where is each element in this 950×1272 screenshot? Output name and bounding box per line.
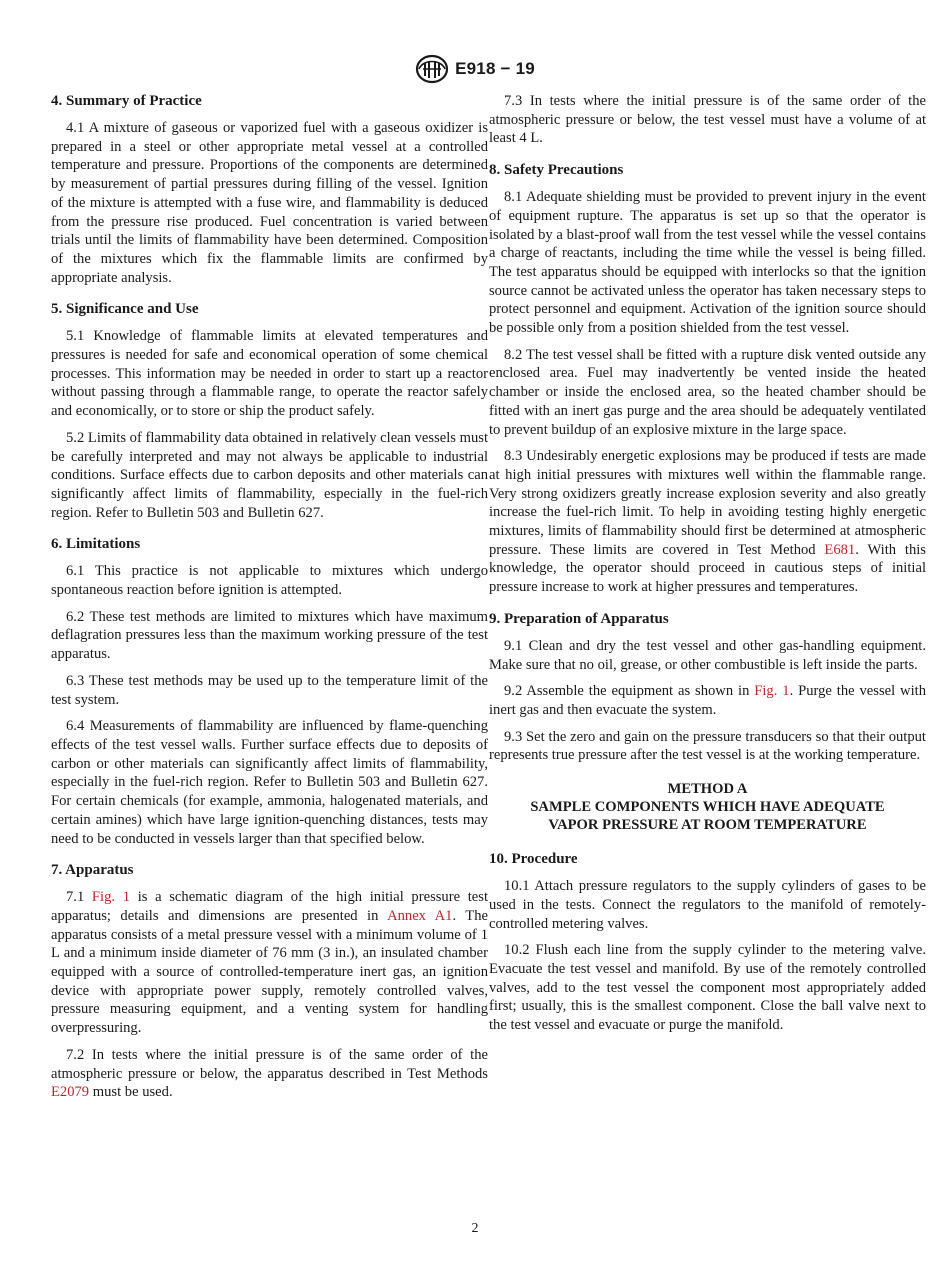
paragraph: 5.1 Knowledge of flammable limits at elevated temperatures and pressures is needed for safe and economical operation of some chemical processes. This information may be needed in order to start up a reactor without passing through a flammable range, to operate the reactor safely and economically, or to store or ship the product safely. <box>51 328 488 420</box>
paragraph: 4.1 A mixture of gaseous or vaporized fuel with a gaseous oxidizer is prepared in a steel or other appropriate metal vessel at a controlled temperature and pressure. Proportions of the components are determined by measurement of partial pressures during filling of the vessel. Ignition of the mixture is attempted with a fuse wire, and flammability is deduced from the pressure rise produced. Fuel concentration is varied between trials until the limits of flammability have been determined. Composition of the mixtures which fix the flammable limits are confirmed by appropriate analysis. <box>51 120 488 286</box>
paragraph: 10.2 Flush each line from the supply cylinder to the metering valve. Evacuate the test vessel and manifold. By use of the remotely controlled valves, add to the test vessel the component most appropriately added first; usually, this is the smallest component. Close the ball valve next to the test vessel and evacuate or purge the manifold. <box>489 942 926 1034</box>
paragraph <box>489 447 926 597</box>
section-5 <box>51 300 488 522</box>
section-6 <box>51 535 488 848</box>
fig-1-link[interactable]: Fig. 1 <box>91 889 131 906</box>
astm-logo-icon <box>415 54 449 84</box>
section-7 <box>51 861 488 1102</box>
paragraph: 5.2 Limits of flammability data obtained in relatively clean vessels must be carefully interpreted and may not always be applicable to industrial conditions. Surface effects due to carbon deposits and other materials can significantly affect limits of flammability, especially in the fuel-rich region. Refer to Bulletin 503 and Bulletin 627. <box>51 429 488 521</box>
section-title: 5. Significance and Use <box>51 301 199 318</box>
method-line: SAMPLE COMPONENTS WHICH HAVE ADEQUATE <box>530 799 885 816</box>
paragraph: 10.1 Attach pressure regulators to the supply cylinders of gases to be used in the tests. Connect the regulators to the manifold of remotely-controlled metering valves. <box>489 878 926 932</box>
section-8 <box>489 161 926 597</box>
method-heading <box>489 780 926 834</box>
section-title: 8. Safety Precautions <box>489 162 624 179</box>
section-9 <box>489 610 926 765</box>
page-header <box>0 54 950 84</box>
section-7-cont <box>489 92 926 148</box>
method-line: VAPOR PRESSURE AT ROOM TEMPERATURE <box>548 817 867 834</box>
fig-1-link[interactable]: Fig. 1 <box>754 683 790 700</box>
page-number: 2 <box>471 1221 479 1236</box>
annex-a1-link[interactable]: Annex A1 <box>387 907 453 924</box>
paragraph: 7.3 In tests where the initial pressure is of the same order of the atmospheric pressure or below, the test vessel must have a volume of at least 4 L. <box>489 93 926 147</box>
text: . The apparatus consists of a metal pressure vessel with a minimum volume of 1 L and a minimum inside diameter of 76 mm (3 in.), an insulated chamber equipped with a source of controlled-temperature inert gas, an ignition device with appropriate power supply, remotely controlled valves, pressure measuring equipment, and a venting system for handling overpressuring. <box>51 907 488 1037</box>
section-4 <box>51 92 488 287</box>
left-column <box>51 92 488 1115</box>
e681-link[interactable]: E681 <box>824 541 856 558</box>
paragraph <box>489 682 926 719</box>
paragraph <box>51 1046 488 1102</box>
section-10 <box>489 850 926 1035</box>
text: . Purge the vessel with inert gas and then evacuate the system. <box>489 683 927 718</box>
text: 7.1 <box>66 889 92 906</box>
document-id: E918 − 19 <box>455 59 535 78</box>
paragraph: 6.2 These test methods are limited to mixtures which have maximum deflagration pressures less than the maximum working pressure of the test apparatus. <box>51 608 488 663</box>
right-column <box>489 92 926 1048</box>
paragraph: 8.1 Adequate shielding must be provided to prevent injury in the event of equipment rupture. The apparatus is set up so that the operator is isolated by a blast-proof wall from the test vessel while the vessel contains a charge of reactants, including the time while the vessel is being filled. The test apparatus should be equipped with interlocks so that the ignition source cannot be activated unless the operator has taken necessary steps to protect personnel and equipment. Activation of the ignition source should be possible only from a position shielded from the test vessel. <box>489 189 926 337</box>
paragraph: 9.3 Set the zero and gain on the pressure transducers so that their output represents true pressure after the test vessel is at the working temperature. <box>489 728 926 764</box>
section-title: 9. Preparation of Apparatus <box>489 610 669 627</box>
e2079-link[interactable]: E2079 <box>51 1084 90 1101</box>
paragraph: 8.2 The test vessel shall be fitted with a rupture disk vented outside any enclosed area. Fuel may inadvertently be vented inside the heated chamber or inside the enclosed area, so the heated chamber should be fitted with an inert gas purge and the area should be adequately ventilated to prevent buildup of an explosive mixture in the large space. <box>489 346 926 438</box>
text: . With this knowledge, the operator should proceed in cautious steps of initial pressure increase to work at higher pressures and temperatures. <box>489 541 926 596</box>
paragraph <box>51 888 488 1038</box>
paragraph: 6.4 Measurements of flammability are influenced by flame-quenching effects of the test vessel walls. Further surface effects due to deposits of carbon or other materials can significantly affect limits of flammability, especially in the fuel-rich region. Refer to Bulletin 503 and Bulletin 627. For certain chemicals (for example, ammonia, halogenated materials, and certain amines) which have large ignition-quenching distances, tests may need to be conducted in vessels larger than that specified below. <box>51 718 488 847</box>
text: 9.2 Assemble the equipment as shown in <box>504 683 755 700</box>
section-title: 4. Summary of Practice <box>51 93 202 109</box>
paragraph: 6.1 This practice is not applicable to mixtures which undergo spontaneous reaction before ignition is attempted. <box>51 563 488 599</box>
section-title: 6. Limitations <box>51 536 141 553</box>
section-title: 7. Apparatus <box>51 862 134 879</box>
section-title: 10. Procedure <box>489 851 578 868</box>
text: is a schematic diagram of the high initial pressure test apparatus; details and dimensions are presented in <box>51 889 489 924</box>
text: must be used. <box>89 1084 173 1101</box>
paragraph: 9.1 Clean and dry the test vessel and other gas-handling equipment. Make sure that no oil, grease, or other combustible is left inside the parts. <box>489 637 926 673</box>
text: 7.2 In tests where the initial pressure is of the same order of the atmospheric pressure or below, the apparatus described in Test Methods <box>51 1046 488 1082</box>
paragraph: 6.3 These test methods may be used up to the temperature limit of the test system. <box>51 672 488 708</box>
method-line: METHOD A <box>667 781 748 798</box>
text: 8.3 Undesirably energetic explosions may be produced if tests are made at high initial pressures with mixtures well within the flammable range. Very strong oxidizers greatly increase explosion severity and also greatly increase the fuel-rich limit. To help in avoiding testing highly energetic mixtures, limits of flammability should first be determined at atmospheric pressure. These limits are covered in Test Method <box>489 448 926 558</box>
